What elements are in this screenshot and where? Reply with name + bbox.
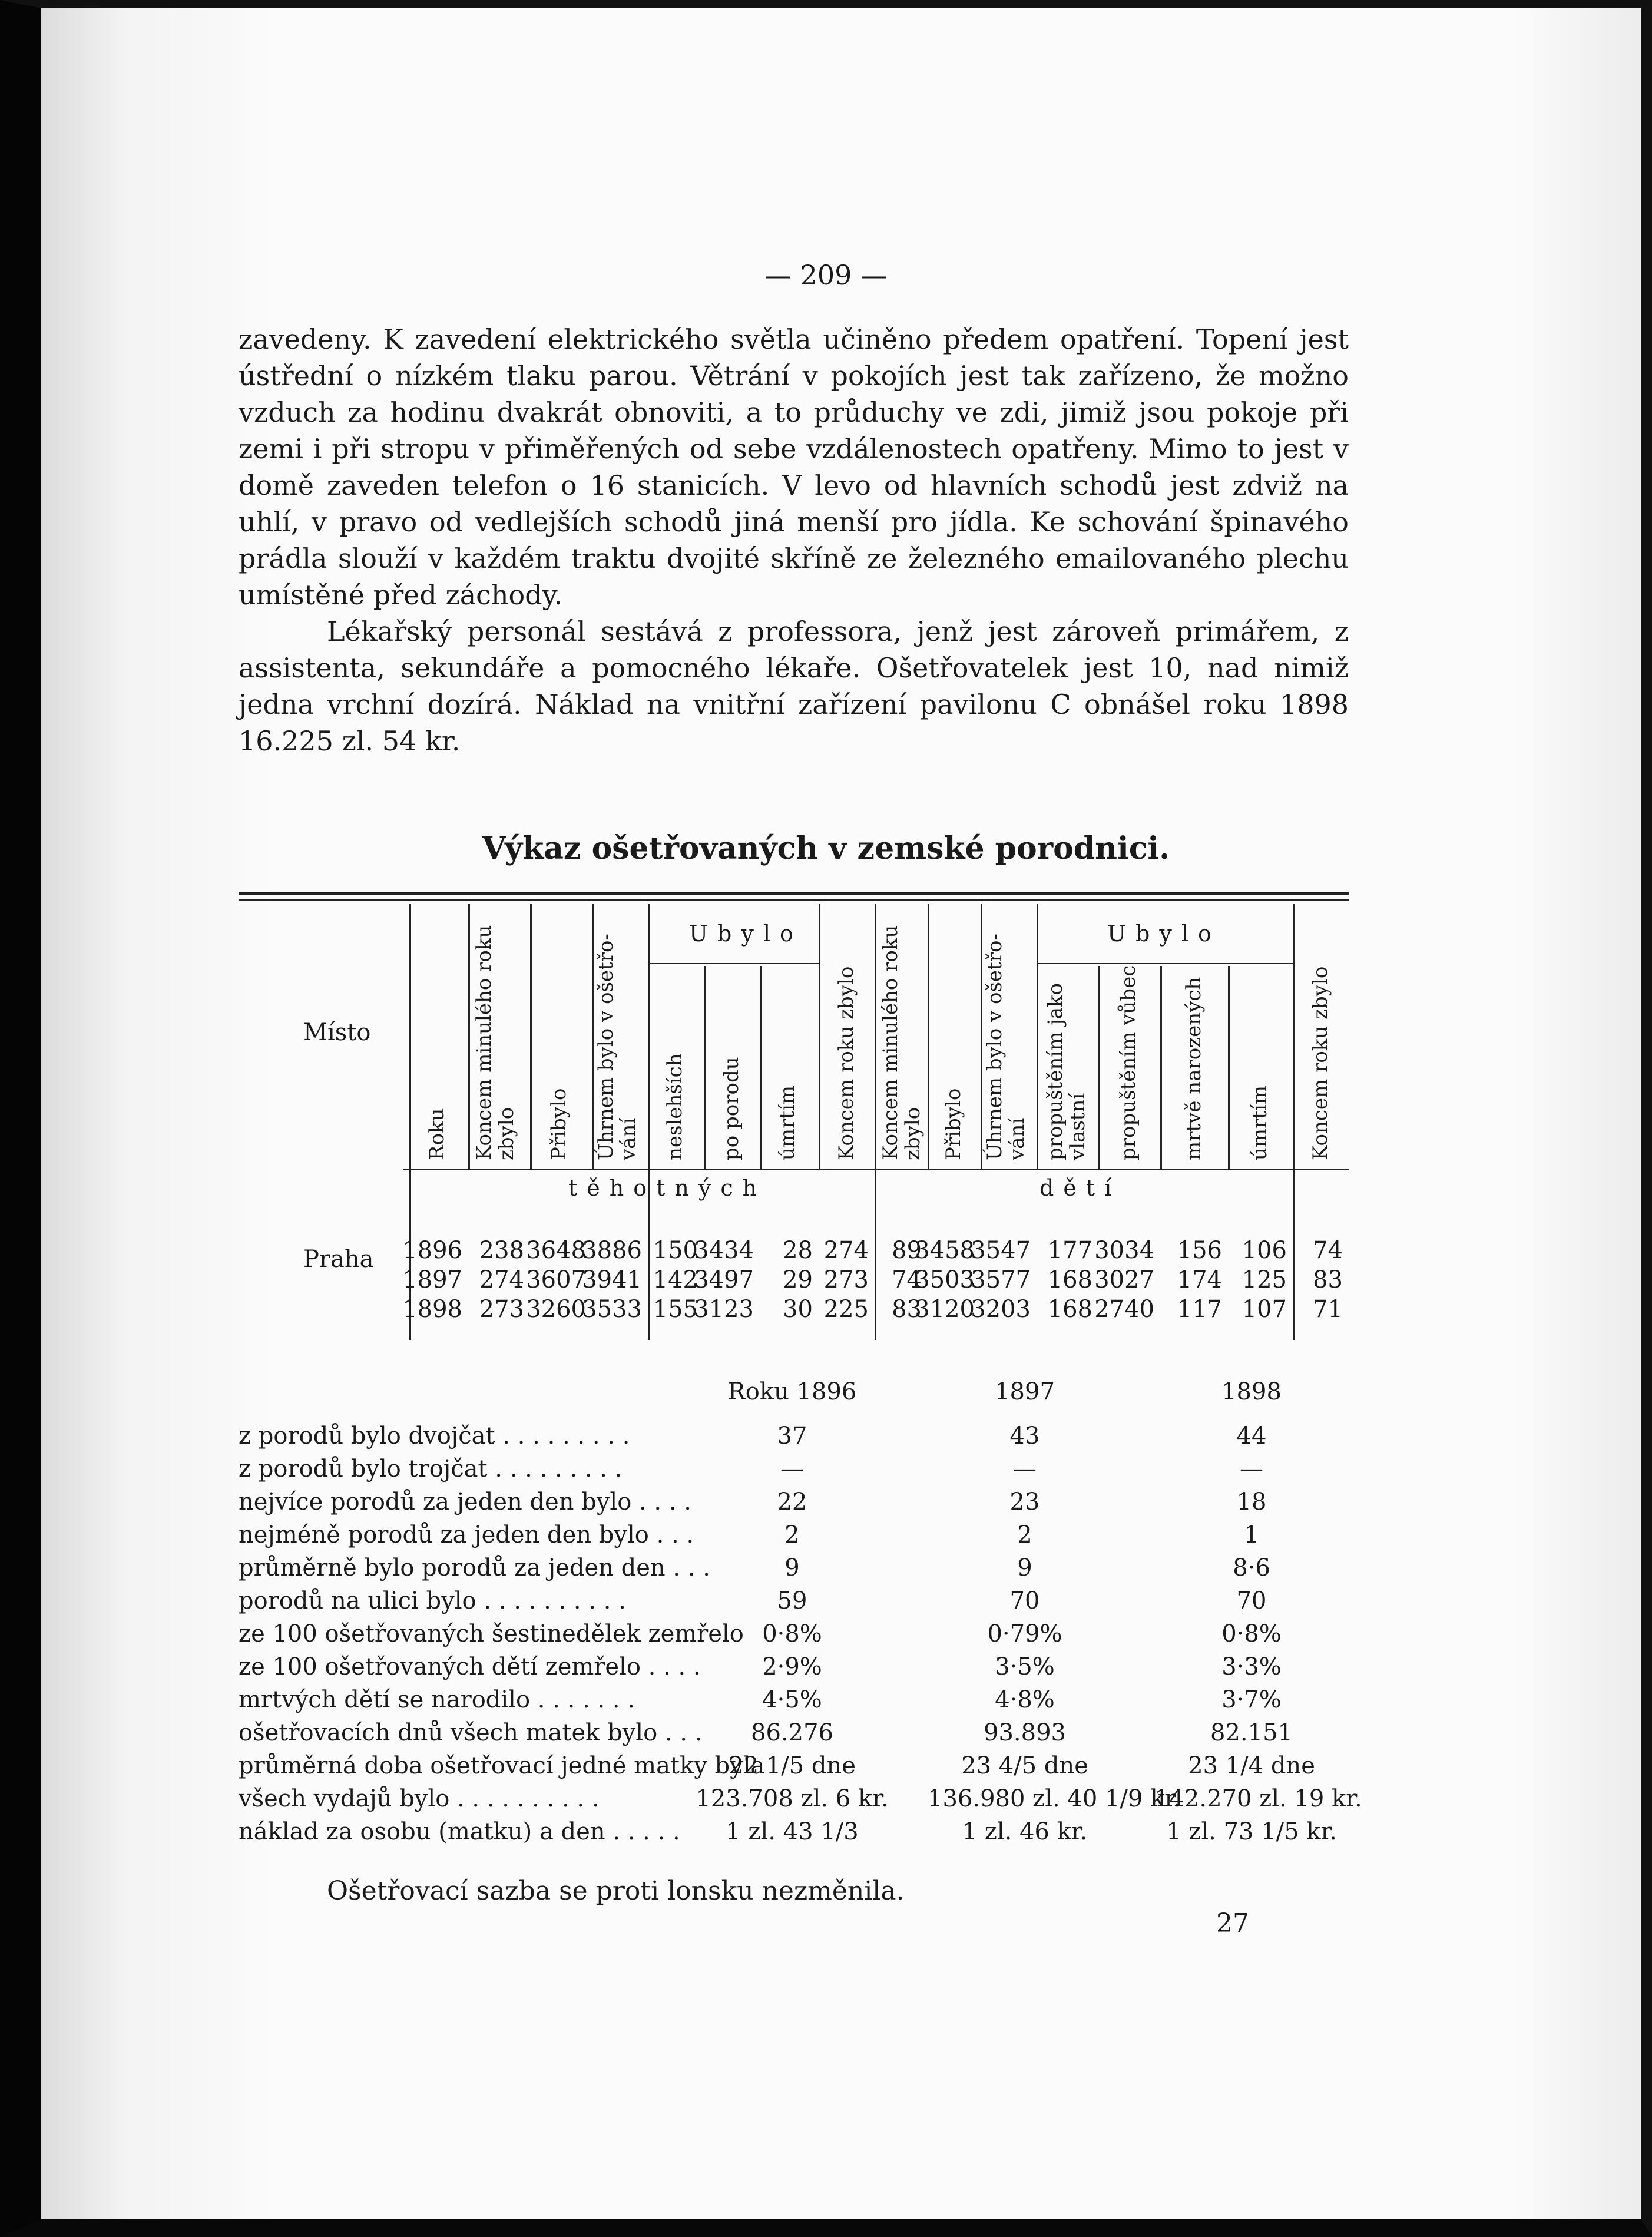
table-cell: 1897	[402, 1266, 462, 1293]
table-cell: 3458	[915, 1237, 975, 1264]
table-cell: 174	[1177, 1266, 1222, 1293]
stats-value: 9	[1017, 1554, 1032, 1581]
table-cell: 3260	[526, 1296, 586, 1323]
stats-value: 23 4/5 dne	[961, 1752, 1088, 1779]
col-divider	[530, 904, 532, 1169]
group-tehotnych: těhotných	[568, 1175, 767, 1201]
stats-value: 23 1/4 dne	[1188, 1752, 1315, 1779]
footer-note: Ošetřovací sazba se proti lonsku nezměnila.	[327, 1876, 905, 1906]
table-cell: 274	[823, 1237, 869, 1264]
table-cell: 1898	[402, 1296, 462, 1323]
col-head-mrtve-narozenych: mrtvě narozených	[1182, 977, 1206, 1160]
col-divider	[1228, 966, 1230, 1169]
stats-value: 1 zl. 73 1/5 kr.	[1166, 1818, 1337, 1845]
table-cell: 83	[1313, 1266, 1343, 1293]
table-top-rule-2	[239, 899, 1349, 901]
table-cell: 155	[653, 1296, 698, 1323]
table-cell: 273	[479, 1296, 524, 1323]
stats-value: 43	[1009, 1422, 1040, 1450]
ubylo-rule	[648, 963, 819, 964]
stats-row	[239, 1752, 1346, 1785]
stats-row	[239, 1587, 1346, 1620]
stats-value: 0·8%	[762, 1620, 822, 1647]
table-cell: 3203	[971, 1296, 1031, 1323]
table-cell: 71	[1313, 1296, 1343, 1323]
table-title: Výkaz ošetřovaných v zemské porodnici.	[482, 830, 1170, 866]
stats-value: 9	[784, 1554, 800, 1581]
col-head-koncem-roku-deti: Koncem roku zbylo	[1309, 966, 1332, 1160]
statistics-table	[239, 892, 1349, 1346]
table-cell: 238	[479, 1237, 524, 1264]
stats-value: 3·5%	[995, 1653, 1055, 1680]
col-divider	[1160, 966, 1162, 1169]
table-cell: 74	[1313, 1237, 1343, 1264]
col-divider	[981, 904, 982, 1169]
stats-value: 3·3%	[1221, 1653, 1282, 1680]
stats-label: nejvíce porodů za jeden den bylo . . . .	[239, 1488, 692, 1515]
stats-value: 82.151	[1210, 1719, 1293, 1746]
table-cell: 3533	[582, 1296, 642, 1323]
stats-value: 142.270 zl. 19 kr.	[1154, 1785, 1362, 1812]
stats-value: 4·8%	[995, 1686, 1055, 1713]
table-cell: 30	[783, 1296, 813, 1323]
stats-value: 1 zl. 46 kr.	[962, 1818, 1088, 1845]
stats-row	[239, 1719, 1346, 1752]
stats-label: ze 100 ošetřovaných šestinedělek zemřelo	[239, 1620, 744, 1647]
col-head-umrtim: úmrtím	[776, 1085, 799, 1160]
col-head-roku: Roku	[425, 1108, 449, 1160]
body-text	[239, 321, 1349, 759]
stats-label: porodů na ulici bylo . . . . . . . . . .	[239, 1587, 626, 1614]
ubylo-label-2: Ubylo	[1107, 921, 1221, 947]
table-cell: 225	[823, 1296, 869, 1323]
footer-signature: 27	[1216, 1908, 1249, 1938]
col-divider	[928, 904, 929, 1169]
stats-value: 22 1/5 dne	[729, 1752, 856, 1779]
stats-row	[239, 1554, 1346, 1587]
col-head-umrtim-deti: úmrtím	[1248, 1085, 1272, 1160]
stats-value: —	[1240, 1455, 1263, 1482]
stats-value: 22	[777, 1488, 807, 1515]
stats-value: 18	[1236, 1488, 1267, 1515]
stats-value: 2	[784, 1521, 800, 1548]
col-head-propustenim-vlastni: propuštěním jako vlastní	[1044, 982, 1090, 1160]
col-head-koncem-minuleho-deti: Koncem minulého roku zbylo	[879, 925, 925, 1160]
stats-value: 86.276	[751, 1719, 833, 1746]
table-cell: 107	[1242, 1296, 1287, 1323]
stats-label: mrtvých dětí se narodilo . . . . . . .	[239, 1686, 635, 1713]
col-head-po-porodu: po porodu	[720, 1057, 743, 1160]
stats-value: —	[780, 1455, 804, 1482]
table-cell: 117	[1177, 1296, 1222, 1323]
page-number: — 209 —	[764, 259, 888, 291]
stats-value: 0·79%	[987, 1620, 1062, 1647]
col-divider	[468, 904, 470, 1169]
col-divider	[592, 904, 594, 1169]
col-head-koncem-roku: Koncem roku zbylo	[835, 966, 858, 1160]
stats-value: 59	[777, 1587, 807, 1614]
ubylo-rule-2	[1037, 963, 1293, 964]
col-divider	[819, 904, 820, 1169]
stats-value: 1 zl. 43 1/3	[726, 1818, 859, 1845]
stats-row	[239, 1488, 1346, 1521]
stats-row	[239, 1653, 1346, 1686]
col-divider	[1037, 904, 1038, 1169]
col-head-pribylo-deti: Přibylo	[942, 1088, 965, 1160]
col-divider	[1098, 966, 1100, 1169]
stats-value: 23	[1009, 1488, 1040, 1515]
stats-label: nejméně porodů za jeden den bylo . . .	[239, 1521, 694, 1548]
table-cell: 3034	[1094, 1237, 1154, 1264]
table-top-rule	[239, 892, 1349, 895]
stats-label: z porodů bylo dvojčat . . . . . . . . .	[239, 1422, 630, 1450]
table-cell: 3120	[915, 1296, 975, 1323]
stats-value: 123.708 zl. 6 kr.	[696, 1785, 889, 1812]
table-cell: 156	[1177, 1237, 1222, 1264]
table-cell: 28	[783, 1237, 813, 1264]
table-cell: 29	[783, 1266, 813, 1293]
table-cell: 74	[892, 1266, 922, 1293]
stats-year: 1897	[995, 1378, 1055, 1405]
table-cell: 83	[892, 1296, 922, 1323]
stats-value: 136.980 zl. 40 1/9 kr.	[928, 1785, 1181, 1812]
stats-label: všech vydajů bylo . . . . . . . . . .	[239, 1785, 600, 1812]
table-cell: 125	[1242, 1266, 1287, 1293]
table-cell: 177	[1047, 1237, 1092, 1264]
stats-value: 4·5%	[762, 1686, 822, 1713]
table-cell: 3497	[694, 1266, 754, 1293]
table-cell: 3648	[526, 1237, 586, 1264]
paragraph-1: zavedeny. K zavedení elektrického světla učiněno předem opatření. Topení jest ústřední o nízkém tlaku parou. Větrání v pokojích jest tak zařízeno, že možno vzduch za hodinu dvakrát obnoviti, a to průduchy ve zdi, jimiž jsou pokoje při zemi i při stropu v přiměřených od sebe vzdálenostech opatřeny. Mimo to jest v domě zaveden telefon o 16 stanicích. V levo od hlavních schodů jest zdviž na uhlí, v pravo od vedlejších schodů jiná menší pro jídla. Ke schování špinavého prádla slouží v každém traktu dvojité skříně ze železného emailovaného plechu umístěné před záchody.	[239, 323, 1349, 611]
table-cell: 3027	[1094, 1266, 1154, 1293]
col-head-pribylo: Přibylo	[547, 1088, 571, 1160]
stats-row	[239, 1455, 1346, 1488]
stats-year: 1898	[1221, 1378, 1282, 1405]
stats-value: 70	[1009, 1587, 1040, 1614]
table-cell: 3886	[582, 1237, 642, 1264]
table-cell: 3434	[694, 1237, 754, 1264]
table-cell: 273	[823, 1266, 869, 1293]
table-cell: 142	[653, 1266, 698, 1293]
table-cell: 3123	[694, 1296, 754, 1323]
group-deti: dětí	[1039, 1175, 1121, 1201]
stats-value: 2·9%	[762, 1653, 822, 1680]
col-head-uhrnem: Úhrnem bylo v ošetřo- vání	[594, 934, 640, 1160]
col-head-propustenim-vubec: propuštěním vůbec	[1117, 965, 1140, 1160]
col-head-uhrnem-deti: Úhrnem bylo v ošetřo- vání	[983, 934, 1029, 1160]
stats-label: z porodů bylo trojčat . . . . . . . . .	[239, 1455, 623, 1482]
stats-value: 3·7%	[1221, 1686, 1282, 1713]
col-head-koncem-minuleho: Koncem minulého roku zbylo	[472, 925, 518, 1160]
table-cell: 3941	[582, 1266, 642, 1293]
stats-value: 93.893	[984, 1719, 1066, 1746]
ubylo-label-1: Ubylo	[689, 921, 803, 947]
table-cell: 3503	[915, 1266, 975, 1293]
stats-label: průměrně bylo porodů za jeden den . . .	[239, 1554, 710, 1581]
table-cell: 274	[479, 1266, 524, 1293]
stats-label: ze 100 ošetřovaných dětí zemřelo . . . .	[239, 1653, 701, 1680]
stats-row	[239, 1818, 1346, 1851]
stats-row	[239, 1620, 1346, 1653]
stats-label: náklad za osobu (matku) a den . . . . .	[239, 1818, 680, 1845]
stats-row	[239, 1686, 1346, 1719]
stats-value: 70	[1236, 1587, 1267, 1614]
table-cell: 89	[892, 1237, 922, 1264]
table-cell: 106	[1242, 1237, 1287, 1264]
table-cell: 1896	[402, 1237, 462, 1264]
paragraph-2: Lékařský personál sestává z professora, jenž jest zároveň primářem, z assistenta, sekundáře a pomocného lékaře. Ošetřovatelek jest 10, nad nimiž jedna vrchní dozírá. Náklad na vnitřní zařízení pavilonu C obnášel roku 1898 16.225 zl. 54 kr.	[239, 615, 1349, 757]
stats-row	[239, 1785, 1362, 1818]
misto-label: Místo	[303, 1019, 371, 1046]
col-head-neslehsich: neslehších	[663, 1053, 687, 1160]
stats-row	[239, 1422, 1346, 1455]
col-divider	[704, 966, 706, 1169]
stats-value: —	[1013, 1455, 1037, 1482]
table-cell: 168	[1047, 1296, 1092, 1323]
stats-label: ošetřovacích dnů všech matek bylo . . .	[239, 1719, 703, 1746]
table-cell: 3577	[971, 1266, 1031, 1293]
stats-row	[239, 1521, 1346, 1554]
stats-value: 2	[1017, 1521, 1032, 1548]
table-cell: 150	[653, 1237, 698, 1264]
table-cell: 168	[1047, 1266, 1092, 1293]
stats-value: 8·6	[1233, 1554, 1270, 1581]
table-cell: 3607	[526, 1266, 586, 1293]
stats-value: 37	[777, 1422, 807, 1450]
col-divider	[760, 966, 762, 1169]
place-praha: Praha	[303, 1246, 374, 1273]
stats-label: průměrná doba ošetřovací jedné matky byla	[239, 1752, 765, 1779]
stats-value: 44	[1236, 1422, 1267, 1450]
stats-value: 0·8%	[1221, 1620, 1282, 1647]
table-cell: 2740	[1094, 1296, 1154, 1323]
stats-value: 1	[1244, 1521, 1259, 1548]
stats-year: Roku 1896	[727, 1378, 857, 1405]
table-cell: 3547	[971, 1237, 1031, 1264]
